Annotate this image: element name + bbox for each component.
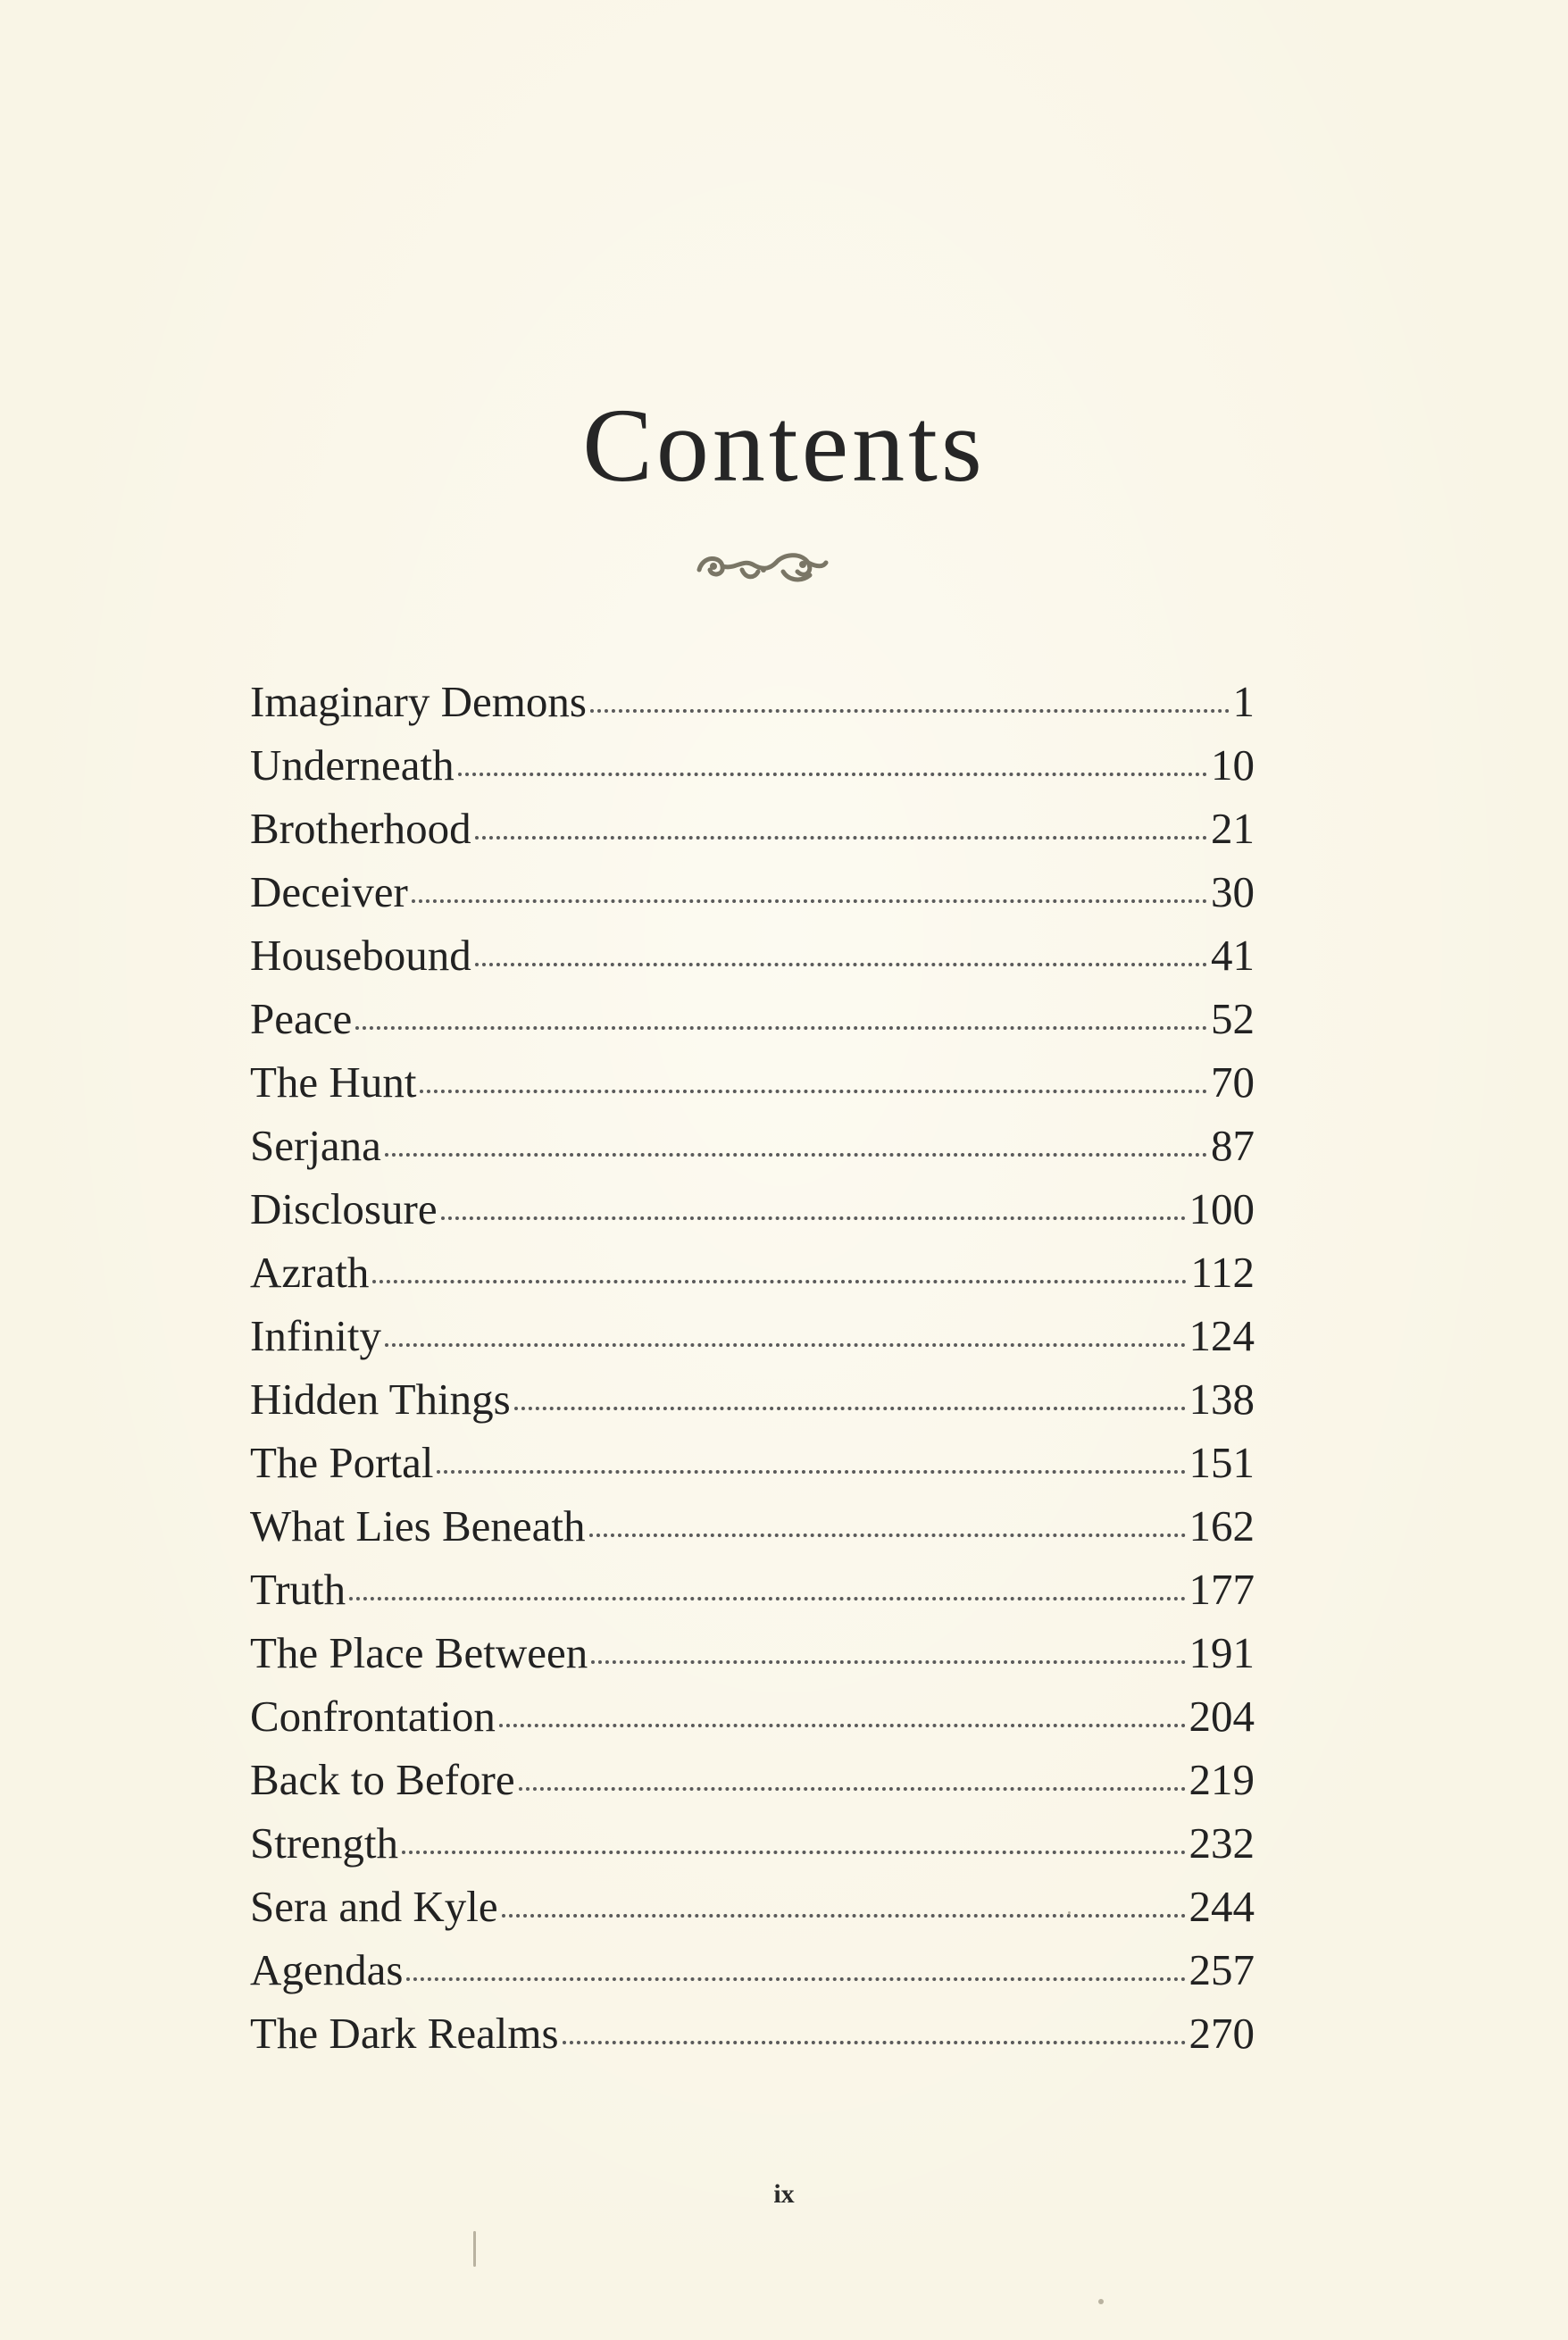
- paper-speck: [473, 2231, 476, 2267]
- dot-leader: [589, 1534, 1186, 1537]
- dot-leader: [514, 1407, 1186, 1410]
- toc-entry: [250, 1938, 1255, 2002]
- dot-leader: [402, 1851, 1185, 1854]
- dot-leader: [355, 1026, 1207, 1030]
- dot-leader: [590, 709, 1230, 713]
- dot-leader: [412, 899, 1207, 903]
- toc-entry: [250, 987, 1255, 1050]
- chapter-page-number: 70: [1211, 1057, 1255, 1107]
- chapter-page-number: 41: [1211, 931, 1255, 980]
- chapter-title: Truth: [250, 1565, 346, 1614]
- toc-entry: [250, 670, 1255, 733]
- dot-leader: [563, 2041, 1186, 2044]
- toc-entry: [250, 1304, 1255, 1367]
- chapter-page-number: 257: [1189, 1945, 1255, 1994]
- chapter-title: Azrath: [250, 1248, 370, 1297]
- table-of-contents: [250, 670, 1255, 2065]
- chapter-page-number: 124: [1189, 1311, 1255, 1360]
- page-title: Contents: [582, 387, 986, 504]
- page-number: ix: [773, 2179, 795, 2209]
- chapter-page-number: 21: [1211, 804, 1255, 853]
- toc-entry: [250, 1875, 1255, 1938]
- chapter-page-number: 112: [1190, 1248, 1255, 1297]
- dot-leader: [458, 773, 1207, 776]
- chapter-page-number: 162: [1189, 1501, 1255, 1550]
- toc-entry: [250, 1494, 1255, 1558]
- dot-leader: [475, 836, 1207, 840]
- chapter-title: Disclosure: [250, 1184, 438, 1233]
- toc-entry: [250, 1050, 1255, 1114]
- chapter-page-number: 10: [1211, 740, 1255, 790]
- toc-entry: [250, 797, 1255, 860]
- chapter-page-number: 219: [1189, 1755, 1255, 1804]
- chapter-title: Confrontation: [250, 1692, 496, 1741]
- dot-leader: [385, 1343, 1186, 1347]
- chapter-title: Imaginary Demons: [250, 677, 587, 726]
- toc-entry: [250, 1748, 1255, 1811]
- chapter-page-number: 87: [1211, 1121, 1255, 1170]
- chapter-title: The Portal: [250, 1438, 434, 1487]
- toc-entry: [250, 1811, 1255, 1875]
- chapter-title: Infinity: [250, 1311, 381, 1360]
- chapter-page-number: 232: [1189, 1818, 1255, 1868]
- chapter-page-number: 30: [1211, 867, 1255, 916]
- chapter-page-number: 1: [1232, 677, 1255, 726]
- toc-entry: [250, 1367, 1255, 1431]
- chapter-title: Serjana: [250, 1121, 381, 1170]
- toc-entry: [250, 1177, 1255, 1241]
- dot-leader: [385, 1153, 1207, 1157]
- dot-leader: [372, 1280, 1187, 1283]
- chapter-title: The Hunt: [250, 1057, 417, 1107]
- chapter-page-number: 270: [1189, 2009, 1255, 2058]
- dot-leader: [499, 1724, 1186, 1727]
- toc-entry: [250, 1684, 1255, 1748]
- toc-entry: [250, 1558, 1255, 1621]
- paper-speck: [1098, 2299, 1104, 2304]
- chapter-page-number: 151: [1189, 1438, 1255, 1487]
- chapter-page-number: 191: [1189, 1628, 1255, 1677]
- chapter-title: Underneath: [250, 740, 455, 790]
- dot-leader: [349, 1597, 1185, 1600]
- toc-entry: [250, 1431, 1255, 1494]
- chapter-title: Peace: [250, 994, 353, 1043]
- chapter-title: Housebound: [250, 931, 471, 980]
- chapter-title: Hidden Things: [250, 1375, 511, 1424]
- chapter-title: Deceiver: [250, 867, 408, 916]
- dot-leader: [406, 1977, 1185, 1981]
- dot-leader: [502, 1914, 1186, 1918]
- chapter-page-number: 52: [1211, 994, 1255, 1043]
- dot-leader: [441, 1216, 1186, 1220]
- chapter-page-number: 177: [1189, 1565, 1255, 1614]
- dot-leader: [519, 1787, 1186, 1791]
- paper-speck: [1068, 1911, 1071, 1914]
- toc-entry: [250, 1241, 1255, 1304]
- dot-leader: [420, 1090, 1207, 1093]
- toc-entry: [250, 860, 1255, 923]
- dot-leader: [475, 963, 1207, 966]
- chapter-page-number: 244: [1189, 1882, 1255, 1931]
- toc-entry: [250, 2002, 1255, 2065]
- chapter-title: What Lies Beneath: [250, 1501, 586, 1550]
- chapter-page-number: 100: [1189, 1184, 1255, 1233]
- toc-entry: [250, 1621, 1255, 1684]
- dot-leader: [591, 1660, 1185, 1664]
- toc-entry: [250, 733, 1255, 797]
- chapter-title: Back to Before: [250, 1755, 515, 1804]
- toc-entry: [250, 1114, 1255, 1177]
- chapter-title: Strength: [250, 1818, 399, 1868]
- chapter-page-number: 138: [1189, 1375, 1255, 1424]
- chapter-title: The Dark Realms: [250, 2009, 559, 2058]
- chapter-title: The Place Between: [250, 1628, 588, 1677]
- scroll-flourish-icon: [690, 543, 833, 588]
- chapter-title: Sera and Kyle: [250, 1882, 498, 1931]
- chapter-page-number: 204: [1189, 1692, 1255, 1741]
- dot-leader: [437, 1470, 1185, 1474]
- chapter-title: Brotherhood: [250, 804, 471, 853]
- toc-entry: [250, 923, 1255, 987]
- chapter-title: Agendas: [250, 1945, 404, 1994]
